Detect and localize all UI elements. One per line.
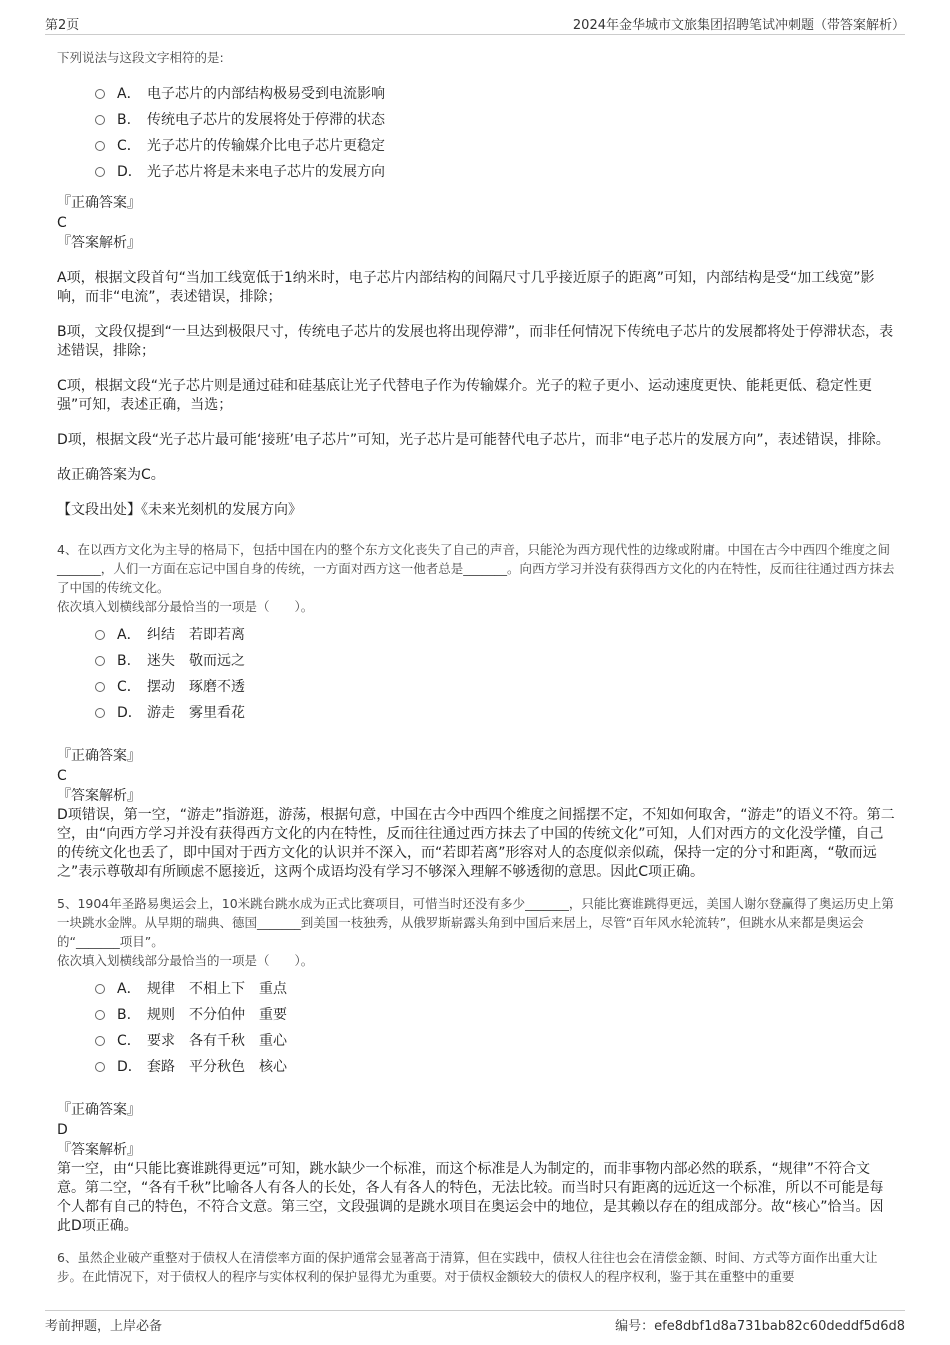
q3-option-a[interactable]: A． 电子芯片的内部结构极易受到电流影响 bbox=[95, 81, 897, 107]
q4-answer-label: 『正确答案』 bbox=[57, 748, 141, 764]
q3-stem: 下列说法与这段文字相符的是: bbox=[57, 50, 224, 65]
document-content bbox=[57, 48, 897, 1286]
radio-icon[interactable] bbox=[95, 1062, 105, 1072]
q3-conclusion: 故正确答案为C。 bbox=[57, 467, 165, 483]
q4-stem: 4、在以西方文化为主导的格局下，包括中国在内的整个东方文化丧失了自己的声音，只能沦为西方现代性的边缘或附庸。中国在古今中西四个维度之间_______，人们一方面在忘记中国自身的传统，一方面对西方这一他者总是_______。向西方学习并没有获得西方文化的内在特性，反而往往通过西方抹去了中国的传统文化。 bbox=[57, 542, 895, 595]
page-header bbox=[45, 14, 905, 35]
q5-option-a[interactable]: A． 规律 不相上下 重点 bbox=[95, 976, 897, 1002]
q4-option-d[interactable]: D． 游走 雾里看花 bbox=[95, 700, 897, 726]
q5-analysis: 第一空，由“只能比赛谁跳得更远”可知，跳水缺少一个标准，而这个标准是人为制定的，而非事物内部必然的联系，“规律”不符合文意。第二空，“各有千秋”比喻各人有各人的长处，各人有各人的特色，无法比较。而当时只有距离的远近这一个标准，所以不可能是每个人都有自己的特色，不符合文意。第三空，文段强调的是跳水项目在奥运会中的地位，是其赖以存在的组成部分。故“核心”恰当。因此D项正确。 bbox=[57, 1161, 884, 1234]
radio-icon[interactable] bbox=[95, 89, 105, 99]
document-title: 2024年金华城市文旅集团招聘笔试冲刺题（带答案解析） bbox=[572, 18, 905, 33]
q5-answer-label: 『正确答案』 bbox=[57, 1102, 141, 1118]
q4-option-c[interactable]: C． 摆动 琢磨不透 bbox=[95, 674, 897, 700]
radio-icon[interactable] bbox=[95, 682, 105, 692]
q3-analysis-c: C项，根据文段“光子芯片则是通过硅和硅基底让光子代替电子作为传输媒介。光子的粒子更小、运动速度更快、能耗更低、稳定性更强”可知，表述正确，当选； bbox=[57, 378, 873, 413]
q4-options bbox=[95, 622, 897, 726]
q4-answer: C bbox=[57, 768, 67, 784]
q5-analysis-label: 『答案解析』 bbox=[57, 1142, 141, 1158]
page-number: 第2页 bbox=[45, 18, 80, 33]
q3-answer-label: 『正确答案』 bbox=[57, 195, 141, 211]
radio-icon[interactable] bbox=[95, 1036, 105, 1046]
q3-analysis-a: A项，根据文段首句“当加工线宽低于1纳米时，电子芯片内部结构的间隔尺寸几乎接近原子的距离”可知，内部结构是受“加工线宽”影响，而非“电流”，表述错误，排除； bbox=[57, 270, 875, 305]
radio-icon[interactable] bbox=[95, 115, 105, 125]
q3-analysis-b: B项，文段仅提到“一旦达到极限尺寸，传统电子芯片的发展也将出现停滞”，而非任何情况下传统电子芯片的发展都将处于停滞状态，表述错误，排除； bbox=[57, 324, 894, 359]
q5-option-d[interactable]: D． 套路 平分秋色 核心 bbox=[95, 1054, 897, 1080]
q3-option-b[interactable]: B. 传统电子芯片的发展将处于停滞的状态 bbox=[95, 107, 897, 133]
footer-slogan: 考前押题，上岸必备 bbox=[45, 1319, 163, 1334]
q4-prompt: 依次填入划横线部分最恰当的一项是（ ）。 bbox=[57, 599, 314, 614]
q5-options bbox=[95, 976, 897, 1080]
q3-option-c[interactable]: C． 光子芯片的传输媒介比电子芯片更稳定 bbox=[95, 133, 897, 159]
radio-icon[interactable] bbox=[95, 167, 105, 177]
q6-stem: 6、虽然企业破产重整对于债权人在清偿率方面的保护通常会显著高于清算，但在实践中，债权人往往也会在清偿金额、时间、方式等方面作出重大让步。在此情况下，对于债权人的程序与实体权利的保护显得尤为重要。对于债权金额较大的债权人的程序权利，鉴于其在重整中的重要 bbox=[57, 1250, 878, 1284]
radio-icon[interactable] bbox=[95, 141, 105, 151]
q5-prompt: 依次填入划横线部分最恰当的一项是（ ）。 bbox=[57, 953, 314, 968]
q3-analysis-d: D项，根据文段“光子芯片最可能‘接班’电子芯片”可知，光子芯片是可能替代电子芯片，而非“电子芯片的发展方向”，表述错误，排除。 bbox=[57, 432, 890, 448]
q4-analysis: D项错误，第一空，“游走”指游逛，游荡，根据句意，中国在古今中西四个维度之间摇摆不定，不知如何取舍，“游走”的语义不符。第二空，由“向西方学习并没有获得西方文化的内在特性，反而往往通过西方抹去了中国的传统文化”可知，人们对西方的文化没学懂，自己的传统文化也丢了，即中国对于西方文化的认识并不深入，而“若即若离”形容对人的态度似亲似疏，保持一定的分寸和距离，“敬而远之”表示尊敬却有所顾虑不愿接近，这两个成语均没有学习不够深入理解不够透彻的意思。因此C项正确。 bbox=[57, 807, 895, 880]
q3-option-d[interactable]: D． 光子芯片将是未来电子芯片的发展方向 bbox=[95, 159, 897, 185]
q4-analysis-label: 『答案解析』 bbox=[57, 788, 141, 804]
q5-option-c[interactable]: C． 要求 各有千秋 重心 bbox=[95, 1028, 897, 1054]
q5-option-b[interactable]: B. 规则 不分伯仲 重要 bbox=[95, 1002, 897, 1028]
radio-icon[interactable] bbox=[95, 1010, 105, 1020]
q4-option-a[interactable]: A． 纠结 若即若离 bbox=[95, 622, 897, 648]
radio-icon[interactable] bbox=[95, 656, 105, 666]
q3-source: 【文段出处】《未来光刻机的发展方向》 bbox=[57, 502, 302, 518]
q4-option-b[interactable]: B. 迷失 敬而远之 bbox=[95, 648, 897, 674]
q5-answer: D bbox=[57, 1122, 68, 1138]
q3-options bbox=[95, 81, 897, 185]
page-footer bbox=[45, 1310, 905, 1335]
q3-analysis-label: 『答案解析』 bbox=[57, 235, 141, 251]
radio-icon[interactable] bbox=[95, 630, 105, 640]
q5-stem: 5、1904年圣路易奥运会上，10米跳台跳水成为正式比赛项目，可惜当时还没有多少_______，只能比赛谁跳得更远，美国人谢尔登赢得了奥运历史上第一块跳水金牌。从早期的瑞典、德国_______到美国一枝独秀，从俄罗斯崭露头角到中国后来居上，尽管“百年风水轮流转”，但跳水从来都是奥运会的“_______项目”。 bbox=[57, 896, 894, 949]
q3-answer: C bbox=[57, 215, 67, 231]
radio-icon[interactable] bbox=[95, 984, 105, 994]
radio-icon[interactable] bbox=[95, 708, 105, 718]
document-id: 编号：efe8dbf1d8a731bab82c60deddf5d6d8 bbox=[615, 1319, 905, 1334]
